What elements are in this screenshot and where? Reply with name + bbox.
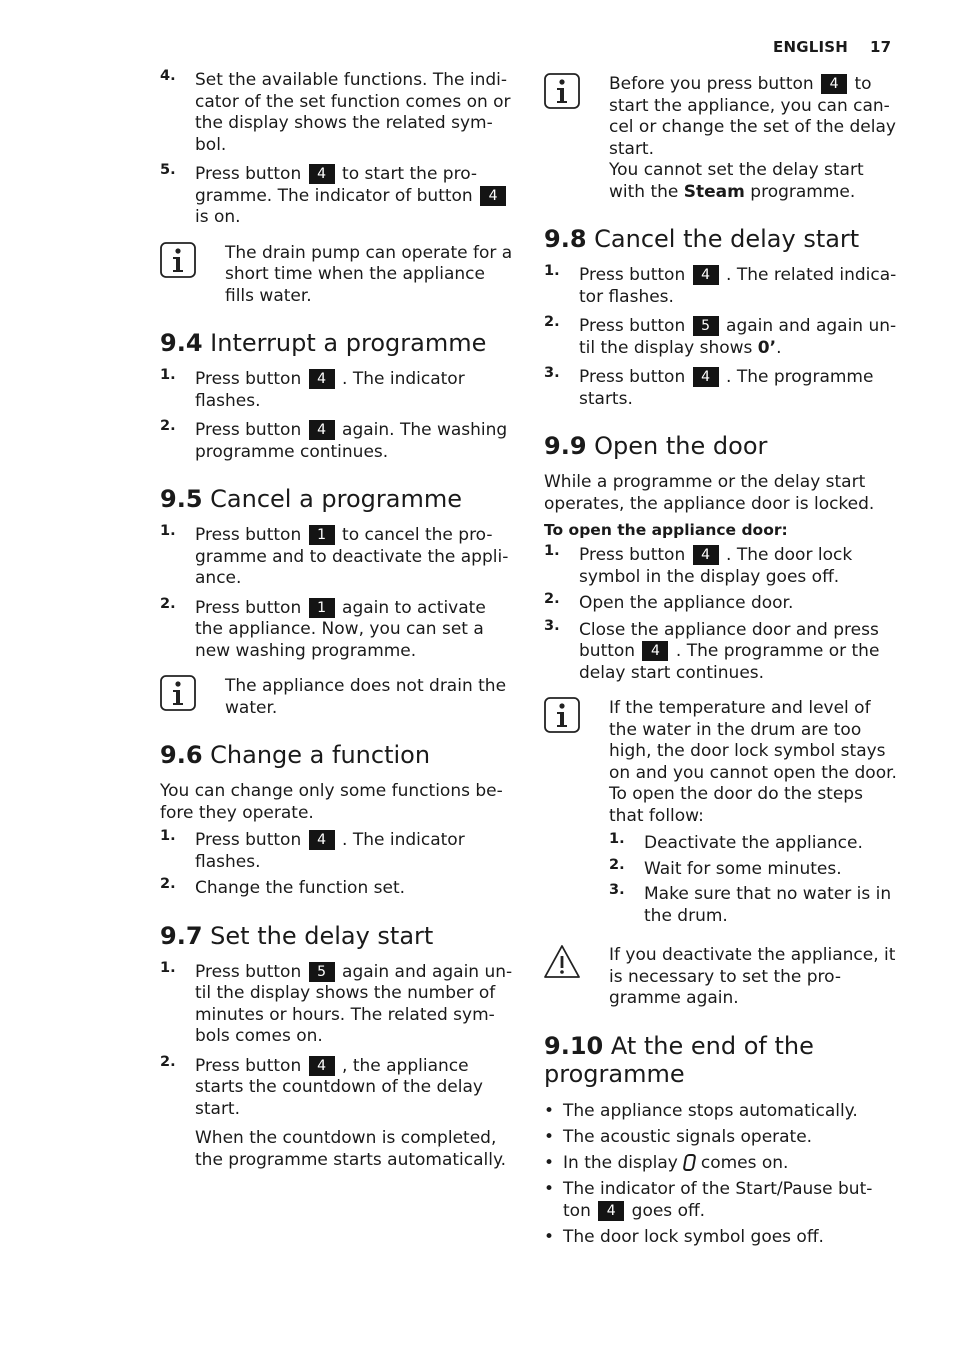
bullet-item: • In the display comes on. bbox=[544, 1152, 900, 1174]
info-note: If the temperature and level of the water in the drum are too high, the door lock symbol stays on and you cannot open the door. To open the door do the steps that follow: 1. Deactivate the appliance. 2. Wait for some minutes. 3. Make sure that no water is in the drum. bbox=[544, 698, 900, 927]
button-number-badge: 4 bbox=[309, 1056, 335, 1076]
paragraph: When the countdown is completed, the programme starts automatically. bbox=[195, 1128, 507, 1170]
section-heading: 9.6 Change a function bbox=[160, 741, 431, 769]
button-number-badge: 4 bbox=[598, 1201, 624, 1221]
list-item: 2. Wait for some minutes. bbox=[609, 856, 842, 879]
list-item: 2. Open the appliance door. bbox=[544, 591, 794, 613]
list-item: 1. Press button 4 . The door lock symbol in the display goes off. bbox=[544, 543, 853, 587]
list-item: 1. Press button 5 again and again un-til the display shows the number of minutes or hours. The related sym-bols comes on. bbox=[160, 959, 513, 1046]
list-item: 1. Press button 4 . The related indica-tor flashes. bbox=[544, 263, 897, 307]
button-number-badge: 1 bbox=[309, 525, 335, 545]
info-icon bbox=[544, 73, 580, 109]
list-item: 3. Close the appliance door and press button 4 . The programme or the delay start continues. bbox=[544, 617, 880, 683]
bullet-item: • The appliance stops automatically. bbox=[544, 1100, 900, 1122]
list-item: 2. Press button 5 again and again un-til the display shows 0’. bbox=[544, 314, 897, 358]
button-number-badge: 4 bbox=[642, 641, 668, 661]
left-column bbox=[160, 70, 515, 1171]
info-note: Before you press button 4 to start the appliance, you can can-cel or change the set of the delay start. You cannot set the delay start with the Steam programme. bbox=[544, 74, 900, 203]
button-number-badge: 4 bbox=[309, 830, 335, 850]
button-number-badge: 4 bbox=[309, 369, 335, 389]
button-number-badge: 4 bbox=[309, 420, 335, 440]
section-heading: 9.8 Cancel the delay start bbox=[544, 225, 860, 253]
button-number-badge: 4 bbox=[480, 186, 506, 206]
bullet-item: • The door lock symbol goes off. bbox=[544, 1226, 900, 1248]
paragraph: While a programme or the delay start operates, the appliance door is locked. bbox=[544, 472, 875, 514]
list-item: 1. Press button 4 . The indicator flashes. bbox=[160, 367, 465, 411]
section-heading: 9.5 Cancel a programme bbox=[160, 485, 463, 513]
button-number-badge: 4 bbox=[693, 545, 719, 565]
info-icon bbox=[160, 675, 196, 711]
info-note: The drain pump can operate for a short time when the appliance fills water. bbox=[160, 243, 515, 308]
bullet-item: • The indicator of the Start/Pause but-ton 4 goes off. bbox=[544, 1178, 900, 1222]
list-item: 2. Press button 1 again to activate the appliance. Now, you can set a new washing programme. bbox=[160, 595, 486, 661]
list-item: 2. Press button 4 , the appliance starts the countdown of the delay start. bbox=[160, 1053, 483, 1119]
step-5: 5. Press button 4 to start the pro-gramme. The indicator of button 4 is on. bbox=[160, 164, 515, 229]
info-icon bbox=[160, 242, 196, 278]
list-item: 1. Press button 1 to cancel the pro-gramme and to deactivate the appli-ance. bbox=[160, 523, 509, 588]
button-number-badge: 4 bbox=[693, 265, 719, 285]
list-item: 2. Change the function set. bbox=[160, 876, 406, 898]
language-label: ENGLISH bbox=[773, 38, 849, 56]
note-steps bbox=[609, 833, 900, 927]
list-item: 1. Press button 4 . The indicator flashes. bbox=[160, 828, 465, 872]
warning-note: If you deactivate the appliance, it is necessary to set the pro-gramme again. bbox=[544, 945, 900, 1010]
list-item: 2. Press button 4 again. The washing programme continues. bbox=[160, 418, 508, 462]
section-heading: 9.7 Set the delay start bbox=[160, 921, 434, 950]
right-column bbox=[544, 70, 900, 1252]
button-number-badge: 4 bbox=[309, 164, 335, 184]
button-number-badge: 1 bbox=[309, 598, 335, 618]
bullet-item: • The acoustic signals operate. bbox=[544, 1126, 900, 1148]
subheading: To open the appliance door: bbox=[544, 521, 788, 539]
info-icon bbox=[544, 697, 580, 733]
info-note: The appliance does not drain the water. bbox=[160, 676, 515, 719]
step-4: 4. Set the available functions. The indi-cator of the set function comes on or the display shows the related sym-bol. bbox=[160, 68, 511, 155]
display-zero-icon bbox=[682, 1154, 696, 1171]
list-item: 3. Press button 4 . The programme starts. bbox=[544, 365, 874, 409]
button-number-badge: 4 bbox=[693, 367, 719, 387]
button-number-badge: 5 bbox=[309, 962, 335, 982]
list-item: 3. Make sure that no water is in the drum. bbox=[609, 882, 892, 926]
section-heading: 9.10 At the end of the programme bbox=[544, 1031, 814, 1088]
section-heading: 9.9 Open the door bbox=[544, 432, 768, 460]
page-header bbox=[773, 38, 891, 56]
page-number: 17 bbox=[870, 38, 892, 56]
section-heading: 9.4 Interrupt a programme bbox=[160, 329, 487, 357]
warning-icon bbox=[544, 944, 580, 980]
list-item: 1. Deactivate the appliance. bbox=[609, 831, 863, 853]
button-number-badge: 5 bbox=[693, 316, 719, 336]
button-number-badge: 4 bbox=[821, 74, 847, 94]
paragraph: You can change only some functions be-fore they operate. bbox=[160, 781, 503, 823]
